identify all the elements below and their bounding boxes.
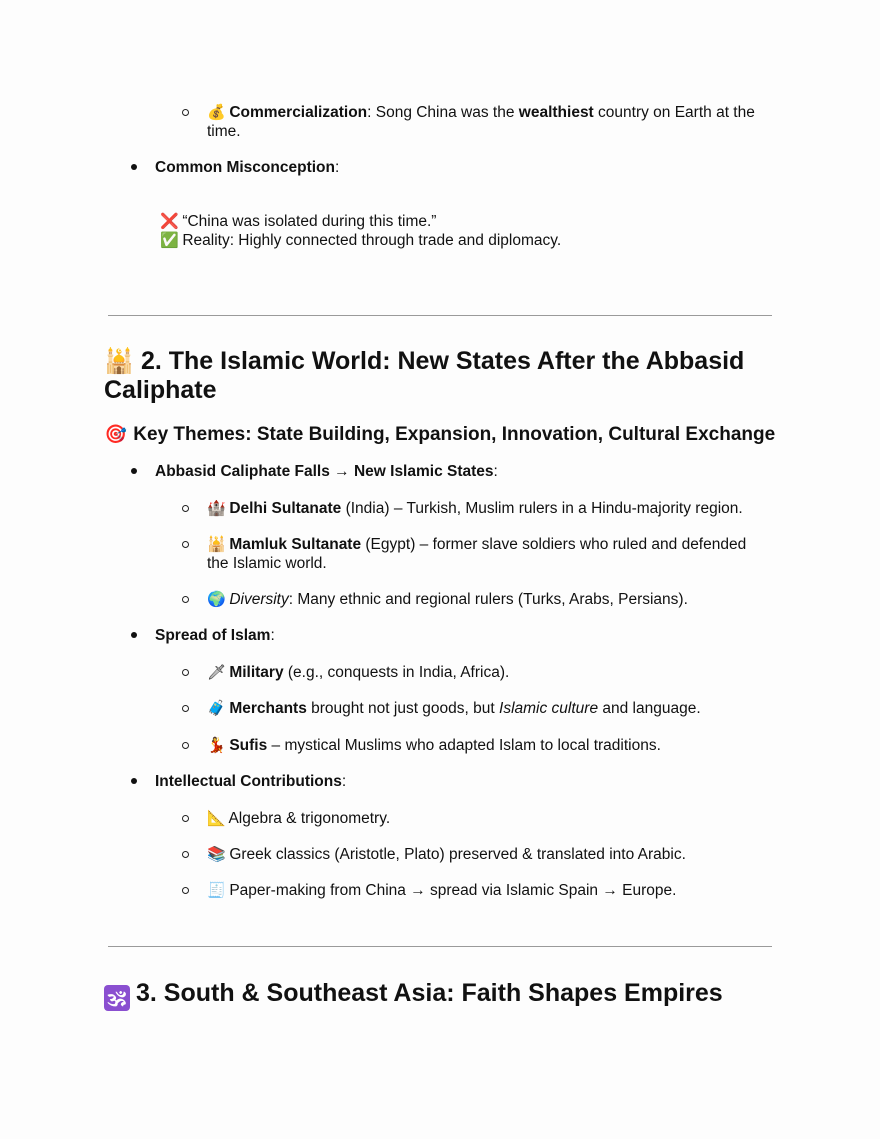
bullet: [131, 632, 137, 638]
colon: :: [341, 773, 347, 790]
globe-icon: 🌍: [207, 590, 226, 608]
text: Algebra & trigonometry.: [228, 810, 391, 827]
term: Military: [229, 664, 284, 681]
falls-item: [155, 462, 498, 481]
target-icon: 🎯: [104, 424, 128, 445]
divider: [108, 315, 772, 316]
sub-bullet: [182, 505, 189, 512]
money-bag-icon: 💰: [207, 103, 226, 121]
text: (India) – Turkish, Muslim rulers in a Hindu-majority region.: [341, 500, 743, 517]
misconception-item: [155, 158, 339, 177]
reality-line: [160, 231, 561, 250]
sufis-item: [207, 736, 777, 755]
mamluk-item: [207, 535, 777, 573]
greek-item: [207, 845, 777, 864]
text: and language.: [598, 700, 701, 717]
themes-subheading: [104, 423, 824, 446]
delhi-item: [207, 499, 777, 518]
commercialization-item: [207, 103, 777, 141]
text: the Islamic world.: [207, 555, 327, 572]
sub-bullet: [182, 109, 189, 116]
text: brought not just goods, but: [306, 700, 500, 717]
military-item: [207, 663, 777, 682]
heading-text: 3. South & Southeast Asia: Faith Shapes Empires: [136, 979, 723, 1007]
heading-line2: Caliphate: [104, 376, 217, 404]
castle-icon: 🏰: [207, 499, 226, 517]
term: Intellectual Contributions: [155, 773, 342, 790]
merchants-item: [207, 699, 777, 718]
sub-bullet: [182, 705, 189, 712]
cross-mark-icon: ❌: [160, 212, 179, 230]
om-icon: 🕉: [104, 985, 130, 1011]
text: (e.g., conquests in India, Africa).: [283, 664, 510, 681]
claim-text: “China was isolated during this time.”: [182, 213, 437, 230]
sub-bullet: [182, 669, 189, 676]
sub-bullet: [182, 596, 189, 603]
sub-bullet: [182, 742, 189, 749]
term: Commercialization: [229, 104, 368, 121]
text: : Song China was the: [367, 104, 519, 121]
text: – mystical Muslims who adapted Islam to local traditions.: [267, 737, 661, 754]
books-icon: 📚: [207, 845, 226, 863]
text: (Egypt) – former slave soldiers who ruled and defended: [361, 536, 747, 553]
reality-text: Reality: Highly connected through trade and diplomacy.: [182, 232, 562, 249]
mosque-icon: 🕌: [104, 347, 134, 375]
bullet: [131, 164, 137, 170]
term: Spread of Islam: [155, 627, 271, 644]
spread-item: [155, 626, 275, 645]
sub-bullet: [182, 851, 189, 858]
emphasis: wealthiest: [518, 104, 594, 121]
algebra-item: [207, 809, 777, 828]
term: Mamluk Sultanate: [229, 536, 362, 553]
sub-bullet: [182, 541, 189, 548]
text: Greek classics (Aristotle, Plato) preserved & translated into Arabic.: [229, 846, 686, 863]
section-3-heading: [104, 979, 824, 1011]
colon: :: [270, 627, 275, 644]
themes-text: Key Themes: State Building, Expansion, Innovation, Cultural Exchange: [133, 424, 776, 445]
claim-line: [160, 212, 436, 231]
mosque-icon: 🕌: [207, 535, 226, 553]
term: Delhi Sultanate: [229, 500, 342, 517]
paper-item: [207, 881, 777, 900]
intellectual-item: [155, 772, 346, 791]
text: Paper-making from China → spread via Islamic Spain → Europe.: [229, 882, 677, 899]
term: Merchants: [229, 700, 307, 717]
term: Common Misconception: [155, 159, 335, 176]
triangular-ruler-icon: 📐: [207, 809, 226, 827]
colon: :: [334, 159, 340, 176]
term: Abbasid Caliphate Falls → New Islamic States: [155, 463, 494, 480]
bullet: [131, 778, 137, 784]
sub-bullet: [182, 815, 189, 822]
diversity-item: [207, 590, 777, 609]
italic-text: Islamic culture: [499, 700, 599, 717]
bullet: [131, 468, 137, 474]
term: Sufis: [229, 737, 268, 754]
heading: [104, 347, 804, 405]
text: time.: [207, 123, 241, 140]
check-mark-icon: ✅: [160, 231, 179, 249]
colon: :: [493, 463, 498, 480]
luggage-icon: 🧳: [207, 699, 226, 717]
heading-line1: 2. The Islamic World: New States After the Abbasid: [140, 347, 745, 375]
dancer-icon: 💃: [207, 736, 226, 754]
text: country on Earth at the: [593, 104, 755, 121]
text: : Many ethnic and regional rulers (Turks, Arabs, Persians).: [288, 591, 688, 608]
divider: [108, 946, 772, 947]
term: Diversity: [229, 591, 289, 608]
sub-bullet: [182, 887, 189, 894]
section-2-heading: [104, 347, 804, 405]
receipt-icon: 🧾: [207, 881, 226, 899]
dagger-icon: 🗡: [207, 663, 227, 681]
